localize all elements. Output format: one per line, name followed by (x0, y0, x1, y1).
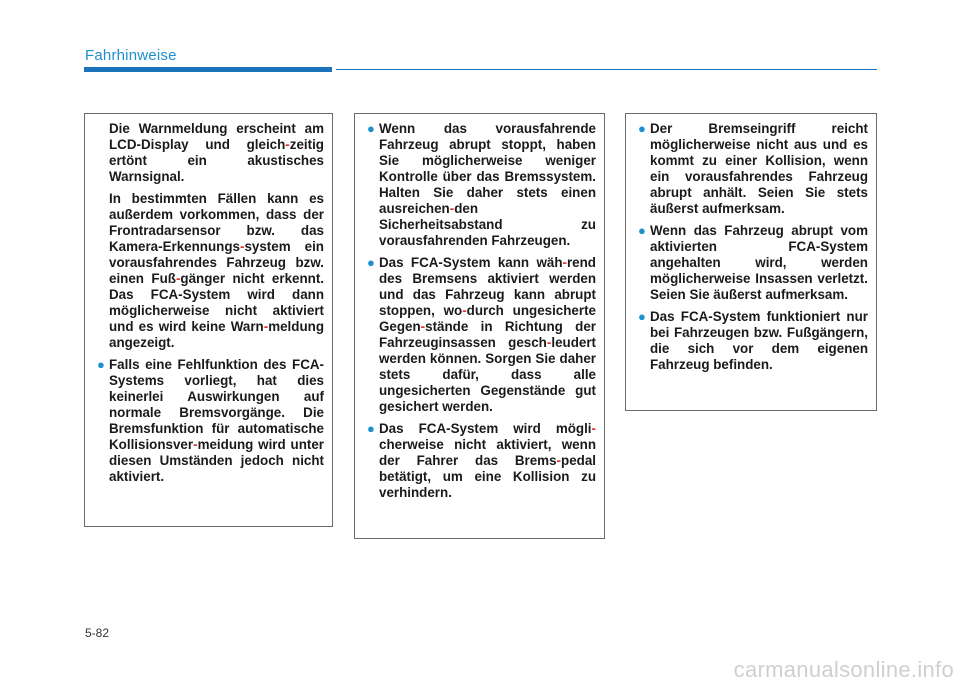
paragraph-text: Wenn das vorausfahrende Fahrzeug abrupt stoppt, haben Sie möglicherweise weniger Kontrolle über das Bremssystem. Halten Sie daher stets einen ausreichen (379, 121, 596, 216)
bullet-dot-icon: ● (638, 121, 646, 136)
header-rule-thin (336, 69, 877, 70)
paragraph-text: Falls eine Fehlfunktion des FCA-Systems vorliegt, hat dies keinerlei Auswirkungen auf normale Bremsvorgänge. Die Bremsfunktion für automatische Kollisionsver (109, 357, 324, 452)
paragraph-text: system ein vorausfahrendes Fahrzeug bzw. einen Fuß (109, 239, 324, 286)
header-rule-thick (84, 67, 332, 72)
paragraph-text: meidung wird unter diesen Umständen jedoch nicht aktiviert. (109, 437, 324, 484)
paragraph-text: gänger nicht erkennt. Das FCA-System wird dann möglicherweise nicht aktiviert und es wird keine Warn (109, 271, 325, 334)
bullet-paragraph (634, 223, 868, 303)
bullet-dot-icon: ● (97, 357, 105, 372)
warning-box-1 (84, 113, 333, 527)
paragraph-text: durch ungesicherte Gegen (379, 303, 596, 334)
hyphen-mark: - (449, 201, 455, 216)
section-title: Fahrhinweise (85, 47, 177, 64)
paragraph-text: den Sicherheitsabstand zu vorausfahrenden Fahrzeugen. (379, 201, 596, 248)
paragraph-text: Das FCA-System kann wäh (379, 255, 563, 270)
paragraph (93, 121, 324, 185)
paragraph-text: Wenn das Fahrzeug abrupt vom aktivierten FCA-System angehalten wird, werden möglicherweise Insassen verletzt. Seien Sie äußerst aufmerksam. (650, 223, 868, 302)
page-number: 5-82 (85, 626, 110, 640)
paragraph-text: meldung angezeigt. (109, 319, 324, 350)
bullet-dot-icon: ● (367, 421, 375, 436)
bullet-paragraph (363, 121, 596, 249)
paragraph-text: Der Bremseingriff reicht möglicherweise nicht aus und es kommt zu einer Kollision, wenn ein vorausfahrendes Fahrzeug abrupt anhält. Seien Sie stets äußerst aufmerksam. (650, 121, 868, 216)
bullet-paragraph (93, 357, 324, 485)
warning-box-2 (354, 113, 605, 539)
paragraph-text: Das FCA-System wird mögli (379, 421, 592, 436)
hyphen-mark: - (591, 421, 596, 436)
bullet-paragraph (363, 255, 596, 415)
paragraph-text: pedal betätigt, um eine Kollision zu verhindern. (379, 453, 596, 500)
paragraph (93, 191, 324, 351)
paragraph-text: stände in Richtung der Fahrzeuginsassen gesch (379, 319, 596, 350)
bullet-dot-icon: ● (367, 255, 375, 270)
hyphen-mark: - (263, 319, 269, 334)
hyphen-mark: - (420, 319, 426, 334)
hyphen-mark: - (462, 303, 467, 318)
hyphen-mark: - (285, 137, 290, 152)
paragraph-text: Das FCA-System funktioniert nur bei Fahrzeugen bzw. Fußgängern, die sich vor dem eigenen Fahrzeug befinden. (650, 309, 868, 372)
bullet-dot-icon: ● (638, 309, 646, 324)
paragraph-text: cherweise nicht aktiviert, wenn der Fahrer das Brems (379, 437, 596, 468)
hyphen-mark: - (556, 453, 562, 468)
bullet-paragraph (363, 421, 596, 501)
paragraph-text: zeitig ertönt ein akustisches Warnsignal. (109, 137, 324, 184)
warning-box-3 (625, 113, 877, 411)
hyphen-mark: - (239, 239, 245, 254)
paragraph-text: Die Warnmeldung erscheint am LCD-Display und gleich (109, 121, 324, 152)
bullet-paragraph (634, 309, 868, 373)
bullet-paragraph (634, 121, 868, 217)
hyphen-mark: - (562, 255, 567, 270)
bullet-dot-icon: ● (638, 223, 646, 238)
paragraph-text: rend des Bremsens aktiviert werden und das Fahrzeug kann abrupt stoppen, wo (379, 255, 596, 318)
watermark: carmanualsonline.info (733, 657, 954, 682)
bullet-dot-icon: ● (367, 121, 375, 136)
paragraph-text: In bestimmten Fällen kann es außerdem vorkommen, dass der Frontradarsensor bzw. das Kamera-Erkennungs (109, 191, 324, 254)
paragraph-text: leudert werden können. Sorgen Sie daher stets dafür, dass alle ungesicherten Gegenstände gut gesichert werden. (379, 335, 596, 414)
hyphen-mark: - (175, 271, 181, 286)
hyphen-mark: - (546, 335, 552, 350)
hyphen-mark: - (193, 437, 198, 452)
